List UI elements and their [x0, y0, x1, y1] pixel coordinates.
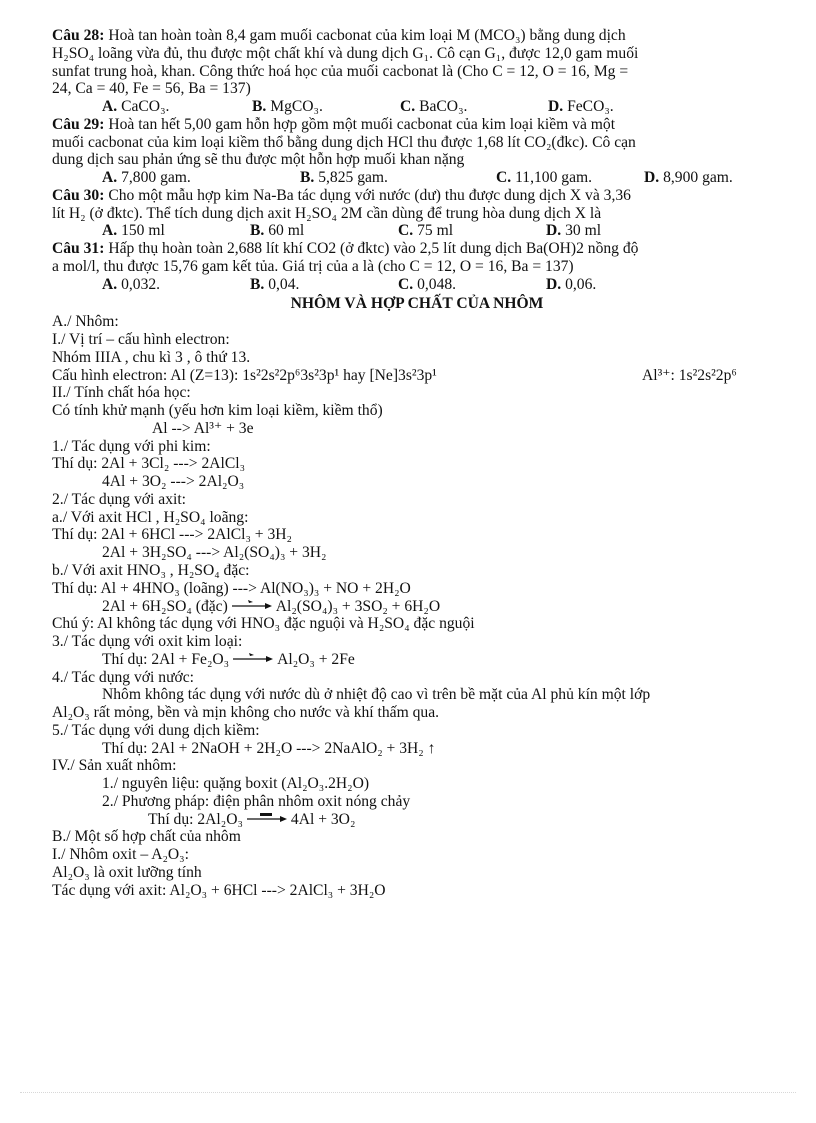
- answer-options: [52, 98, 782, 116]
- option-d: D. 30 ml: [546, 222, 602, 240]
- question-label: Câu 31:: [52, 240, 105, 258]
- question-31: [52, 240, 782, 293]
- equation: Thí dụ: 2Al + 6HCl ---> 2AlCl₃ + 3H₂: [52, 526, 292, 544]
- reaction-arrow-icon: [233, 652, 273, 662]
- heading-b: B./ Một số hợp chất của nhôm: [52, 828, 241, 846]
- option-d: D. 0,06.: [546, 275, 597, 293]
- question-label: Câu 30:: [52, 186, 105, 204]
- list-item: 1./ nguyên liệu: quặng boxit (Al₂O₃.2H₂O): [102, 775, 370, 793]
- subheading: 3./ Tác dụng với oxit kim loại:: [52, 633, 243, 651]
- equation: Tác dụng với axit: Al₂O₃ + 6HCl ---> 2AlCl₃ + 3H₂O: [52, 881, 386, 899]
- paragraph: Nhôm không tác dụng với nước dù ở nhiệt độ cao vì trên bề mặt của Al phủ kín một lớp: [102, 686, 651, 704]
- question-text: Hoà tan hết 5,00 gam hỗn hợp gồm một muối cacbonat của kim loại kiềm và một: [108, 115, 616, 133]
- question-label: Câu 28:: [52, 27, 105, 44]
- heading-ii: II./ Tính chất hóa học:: [52, 384, 191, 402]
- answer-options: [52, 222, 782, 240]
- option-c: C. 11,100 gam.: [496, 169, 593, 187]
- option-c: C. 0,048.: [398, 275, 457, 293]
- subheading: 4./ Tác dụng với nước:: [52, 668, 195, 686]
- option-b: B. 60 ml: [250, 222, 305, 240]
- option-b: B. MgCO₃.: [252, 98, 323, 116]
- question-label: Câu 29:: [52, 115, 105, 133]
- equation: 2Al + 3H₂SO₄ ---> Al₂(SO₄)₃ + 3H₂: [102, 544, 327, 562]
- question-text: dung dịch sau phản ứng sẽ thu được một hỗn hợp muối khan nặng: [52, 151, 465, 169]
- question-text: lít H₂ (ở đktc). Thể tích dung dịch axit H₂SO₄ 2M cần dùng để trung hòa dung dịch X là: [52, 204, 602, 222]
- option-a: A. CaCO₃.: [102, 98, 170, 116]
- heading-i-oxit: I./ Nhôm oxit – A₂O₃:: [52, 846, 189, 864]
- subheading: 2./ Tác dụng với axit:: [52, 490, 186, 508]
- answer-options: [52, 169, 782, 187]
- text-line: Al₂O₃ là oxit lưỡng tính: [52, 863, 202, 881]
- electrolysis-arrow-icon: [247, 812, 287, 822]
- heading-iv: IV./ Sản xuất nhôm:: [52, 757, 177, 775]
- question-text: 24, Ca = 40, Fe = 56, Ba = 137): [52, 80, 251, 98]
- question-29: [52, 116, 782, 187]
- option-a: A. 7,800 gam.: [102, 169, 191, 187]
- equation: Thí dụ: Al + 4HNO₃ (loãng) ---> Al(NO₃)₃ + NO + 2H₂O: [52, 579, 411, 597]
- question-text: muối cacbonat của kim loại kiềm thổ bằng dung dịch HCl thu được 1,68 lít CO₂(đkc). Cô cạn: [52, 133, 636, 151]
- option-a: A. 0,032.: [102, 275, 161, 293]
- heading-a: A./ Nhôm:: [52, 313, 119, 331]
- option-b: B. 0,04.: [250, 275, 300, 293]
- equation: 4Al + 3O₂ ---> 2Al₂O₃: [102, 473, 245, 491]
- question-30: [52, 187, 782, 240]
- equation: 2Al + 6H₂SO₄ (đặc) Al₂(SO₄)₃ + 3SO₂ + 6H₂O: [102, 597, 441, 615]
- equation: Thí dụ: 2Al + 3Cl₂ ---> 2AlCl₃: [52, 455, 246, 473]
- equation: Thí dụ: 2Al + 2NaOH + 2H₂O ---> 2NaAlO₂ + 3H₂ ↑: [102, 739, 436, 757]
- question-text: Hoà tan hoàn toàn 8,4 gam muối cacbonat của kim loại M (MCO₃) bằng dung dịch: [108, 27, 626, 44]
- list-item: 2./ Phương pháp: điện phân nhôm oxit nóng chảy: [102, 792, 411, 810]
- question-text: a mol/l, thu được 15,76 gam kết tủa. Giá trị của a là (cho C = 12, O = 16, Ba = 137): [52, 257, 574, 275]
- ion-config: Al³⁺: 1s²2s²2p⁶: [642, 366, 737, 384]
- reaction-arrow-icon: [232, 599, 272, 609]
- option-c: C. 75 ml: [398, 222, 454, 240]
- section-title: NHÔM VÀ HỢP CHẤT CỦA NHÔM: [290, 295, 544, 313]
- subheading: 1./ Tác dụng với phi kim:: [52, 437, 211, 455]
- question-text: sunfat trung hoà, khan. Công thức hoá học của muối cacbonat là (Cho C = 12, O = 16, Mg =: [52, 62, 629, 80]
- equation: Thí dụ: 2Al₂O₃ 4Al + 3O₂: [148, 810, 356, 828]
- paragraph: Al₂O₃ rất mỏng, bền và mịn không cho nước và khí thấm qua.: [52, 704, 440, 722]
- answer-options: [52, 276, 782, 294]
- text-line: Có tính khử mạnh (yếu hơn kim loại kiềm, kiềm thổ): [52, 402, 383, 420]
- question-text: H₂SO₄ loãng vừa đủ, thu được một chất khí và dung dịch G₁. Cô cạn G₁, được 12,0 gam muối: [52, 44, 639, 62]
- question-text: Cho một mẫu hợp kim Na-Ba tác dụng với nước (dư) thu được dung dịch X và 3,36: [108, 186, 631, 204]
- subheading: b./ Với axit HNO₃ , H₂SO₄ đặc:: [52, 561, 250, 579]
- document-page: [52, 27, 782, 900]
- text-line: Nhóm IIIA , chu kì 3 , ô thứ 13.: [52, 348, 251, 366]
- option-c: C. BaCO₃.: [400, 98, 468, 116]
- option-d: D. 8,900 gam.: [644, 169, 733, 187]
- equation: Al --> Al³⁺ + 3e: [152, 419, 254, 437]
- subheading: a./ Với axit HCl , H₂SO₄ loãng:: [52, 508, 249, 526]
- option-d: D. FeCO₃.: [548, 98, 614, 116]
- heading-i: I./ Vị trí – cấu hình electron:: [52, 331, 230, 349]
- question-text: Hấp thụ hoàn toàn 2,688 lít khí CO2 (ở đktc) vào 2,5 lít dung dịch Ba(OH)2 nồng độ: [108, 240, 639, 258]
- note: Chú ý: Al không tác dụng với HNO₃ đặc nguội và H₂SO₄ đặc nguội: [52, 615, 475, 633]
- question-28: [52, 27, 782, 116]
- option-a: A. 150 ml: [102, 222, 165, 240]
- option-b: B. 5,825 gam.: [300, 169, 388, 187]
- electron-config: Cấu hình electron: Al (Z=13): 1s²2s²2p⁶3s²3p¹ hay [Ne]3s²3p¹ Al³⁺: 1s²2s²2p⁶: [52, 366, 737, 384]
- subheading: 5./ Tác dụng với dung dịch kiềm:: [52, 721, 260, 739]
- page-footer-divider: [20, 1092, 796, 1093]
- equation: Thí dụ: 2Al + Fe₂O₃ Al₂O₃ + 2Fe: [102, 650, 355, 668]
